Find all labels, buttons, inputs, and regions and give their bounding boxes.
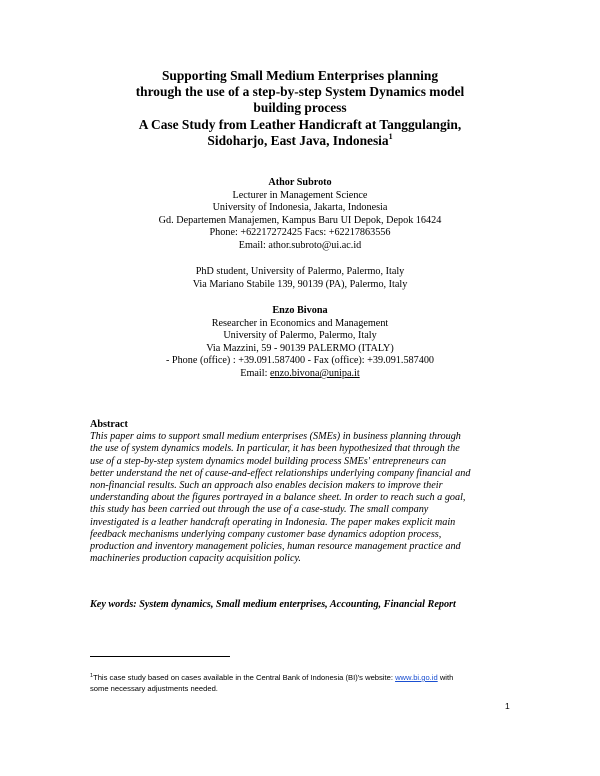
abstract-line: the use of system dynamics models. In particular, it has been hypothesized that through the: [90, 443, 460, 455]
abstract-heading: Abstract: [90, 419, 128, 430]
author1-phone: Phone: +62217272425 Facs: +62217863556: [209, 227, 391, 239]
abstract-section: [90, 419, 510, 565]
author1-block: [40, 177, 560, 253]
author1-phd-address: Via Mariano Stabile 139, 90139 (PA), Palermo, Italy: [192, 278, 408, 290]
abstract-line: better understand the net of cause-and-effect relationships underlying company financial and: [90, 467, 471, 479]
footnote-text-after: with: [437, 673, 454, 682]
title-line: Supporting Small Medium Enterprises planning: [161, 68, 439, 83]
abstract-line: feedback mechanisms underlying company customer base dynamics adoption process,: [90, 528, 442, 540]
title-line-text: Sidoharjo, East Java, Indonesia: [207, 132, 389, 148]
footnote-divider: [90, 656, 230, 657]
title-footnote-mark: 1: [388, 131, 393, 141]
author1-phd-line: PhD student, University of Palermo, Palermo, Italy: [195, 266, 405, 277]
paper-title: [60, 68, 540, 149]
page-number: 1: [505, 701, 510, 711]
keywords: Key words: System dynamics, Small medium enterprises, Accounting, Financial Report: [90, 599, 456, 610]
abstract-line: This paper aims to support small medium enterprises (SMEs) in business planning through: [90, 431, 461, 443]
title-line: A Case Study from Leather Handicraft at Tanggulangin,: [138, 116, 462, 132]
author1-address: Gd. Departemen Manajemen, Kampus Baru UI Depok, Depok 16424: [158, 214, 442, 226]
author2-email-label: Email:: [240, 367, 270, 379]
author2-email-line: [40, 368, 560, 381]
author1-name: Athor Subroto: [268, 177, 332, 188]
title-line: building process: [253, 100, 347, 116]
footnote-link[interactable]: www.bi.go.id: [395, 673, 438, 682]
abstract-body: [90, 431, 510, 565]
author2-position: Researcher in Economics and Management: [211, 317, 389, 329]
title-line: through the use of a step-by-step System Dynamics model: [135, 84, 465, 100]
footnote-line2: some necessary adjustments needed.: [90, 684, 218, 693]
author1-university: University of Indonesia, Jakarta, Indonesia: [212, 202, 388, 214]
author2-name: Enzo Bivona: [272, 305, 328, 316]
footnote-mark: 1: [90, 673, 94, 679]
abstract-line: investigated is a leather handcraft operating in Indonesia. The paper makes explicit main: [90, 516, 456, 528]
author1-phd-block: [40, 266, 560, 291]
author1-email: Email: athor.subroto@ui.ac.id: [238, 239, 362, 251]
abstract-line: non-financial results. Such an approach also enables decision makers to improve their: [90, 480, 443, 492]
footnote-text: This case study based on cases available in the Central Bank of Indonesia (BI)'s website:: [93, 673, 396, 682]
abstract-line: this study has been carried out through the use of a case-study. The small company: [90, 504, 429, 516]
author2-university: University of Palermo, Palermo, Italy: [223, 330, 377, 342]
author2-block: [40, 305, 560, 381]
abstract-line: use of a step-by-step system dynamics model building process SMEs' entrepreneurs can: [90, 455, 447, 467]
footnote-line: [90, 672, 510, 683]
title-line: [60, 133, 540, 149]
author2-email-link[interactable]: enzo.bivona@unipa.it: [269, 367, 360, 379]
author2-phone-fax: - Phone (office) : +39.091.587400 - Fax (office): +39.091.587400: [165, 355, 435, 367]
abstract-line: understanding about the figures portrayed in a balance sheet. In order to reach such a goal,: [90, 492, 466, 504]
abstract-line: machineries production capacity acquisition policy.: [90, 553, 301, 565]
author1-position: Lecturer in Management Science: [232, 189, 368, 201]
author2-address: Via Mazzini, 59 - 90139 PALERMO (ITALY): [206, 342, 394, 354]
footnote: [90, 672, 510, 694]
abstract-line: production and inventory management policies, human resource management practice and: [90, 541, 461, 553]
